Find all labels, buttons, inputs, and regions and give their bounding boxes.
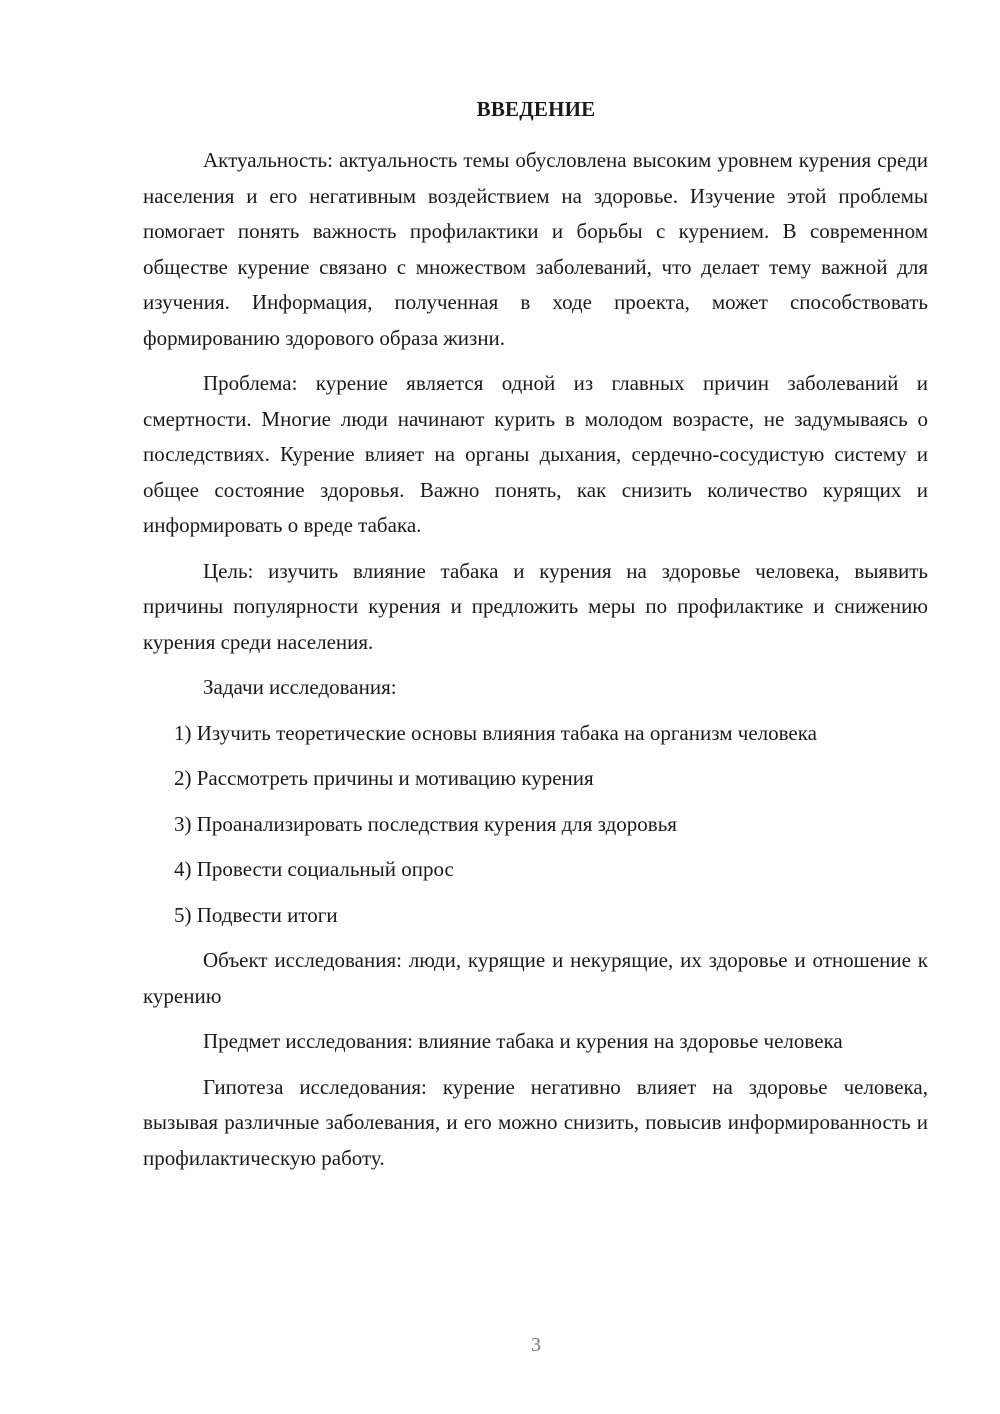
task-item: 1) Изучить теоретические основы влияния табака на организм человека	[174, 720, 817, 745]
tasks-list	[143, 716, 928, 934]
task-item: 4) Провести социальный опрос	[174, 857, 454, 881]
tasks-heading: Задачи исследования:	[203, 675, 397, 699]
page-number: 3	[531, 1334, 541, 1356]
paragraph-object: Объект исследования: люди, курящие и некурящие, их здоровье и отношение к курению	[143, 948, 928, 1008]
task-item: 2) Рассмотреть причины и мотивацию курения	[174, 766, 594, 790]
paragraph-relevance: Актуальность: актуальность темы обусловлена высоким уровнем курения среди населения и его негативным воздействием на здоровье. Изучение этой проблемы помогает понять важность профилактики и борьбы с курением. В современном обществе курение связано с множеством заболеваний, что делает тему важной для изучения. Информация, полученная в ходе проекта, может способствовать формированию здорового образа жизни.	[143, 148, 928, 350]
document-body	[143, 143, 928, 1186]
task-item: 3) Проанализировать последствия курения для здоровья	[174, 811, 677, 836]
section-title: ВВЕДЕНИЕ	[476, 97, 596, 121]
paragraph-hypothesis: Гипотеза исследования: курение негативно влияет на здоровье человека, вызывая различные заболевания, и его можно снизить, повысив информированность и профилактическую работу.	[143, 1074, 928, 1170]
paragraph-goal: Цель: изучить влияние табака и курения на здоровье человека, выявить причины популярности курения и предложить меры по профилактике и снижению курения среди населения.	[143, 558, 928, 654]
paragraph-subject: Предмет исследования: влияние табака и курения на здоровье человека	[203, 1029, 843, 1053]
paragraph-problem: Проблема: курение является одной из главных причин заболеваний и смертности. Многие люди начинают курить в молодом возрасте, не задумываясь о последствиях. Курение влияет на органы дыхания, сердечно-сосудистую систему и общее состояние здоровья. Важно понять, как снизить количество курящих и информировать о вреде табака.	[143, 371, 928, 537]
task-item: 5) Подвести итоги	[174, 902, 338, 927]
